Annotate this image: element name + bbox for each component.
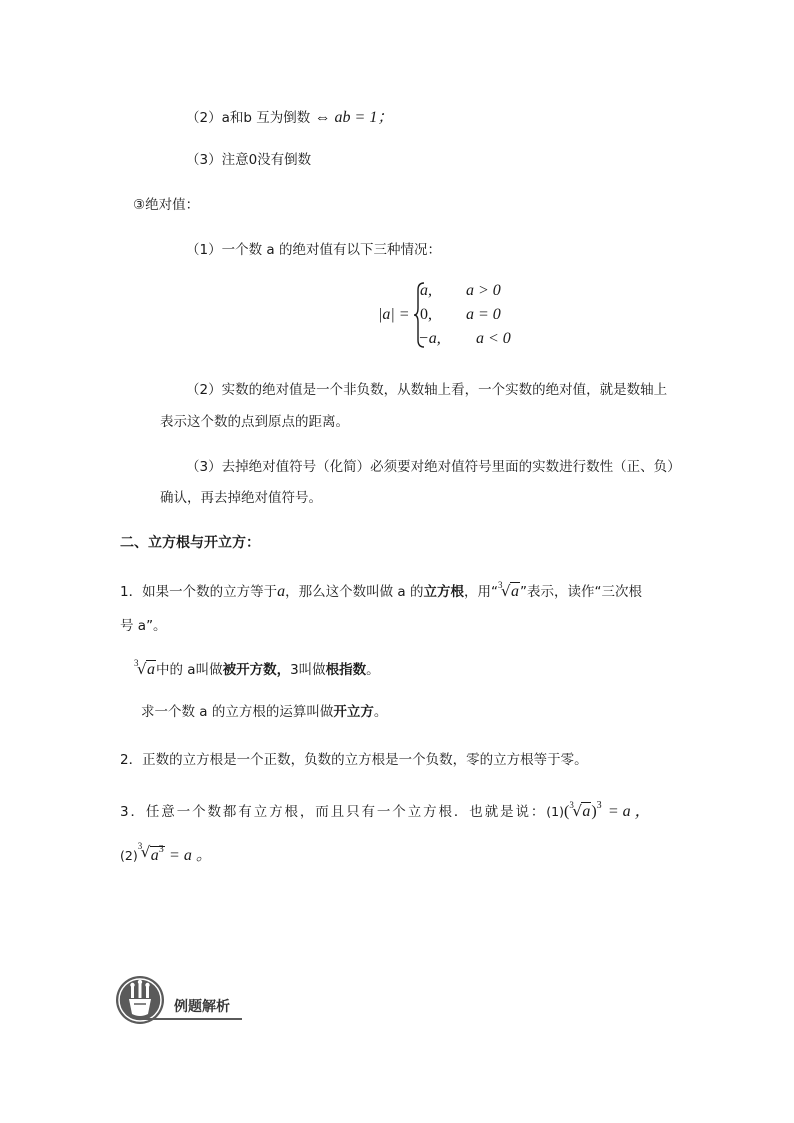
case2-cond: a = 0	[466, 306, 501, 323]
extract-part-1: 求一个数 a 的立方根的运算叫做	[141, 704, 334, 720]
identity-1: ( 3 √ a)$^3$	[564, 800, 602, 820]
absolute-value-heading: ③绝对值：	[133, 197, 200, 213]
case1-cond: a > 0	[466, 282, 501, 299]
identity-1-rhs: = a ，	[607, 803, 651, 820]
abs-nonnegative-line2: 表示这个数的点到原点的距离。	[160, 414, 349, 430]
terms-part-3: 。	[366, 662, 380, 678]
reciprocal-rule	[186, 104, 393, 127]
reciprocal-rule-text: （2）a和b 互为倒数	[186, 110, 311, 126]
absolute-value-cases-intro: （1）一个数 a 的绝对值有以下三种情况：	[186, 242, 441, 258]
cube-root-symbol-2	[134, 658, 156, 679]
case1-expr: a,	[420, 282, 432, 299]
cube-root-symbol-4	[137, 841, 165, 865]
def-var-a: a	[277, 583, 286, 600]
cube-root-definition	[120, 580, 642, 601]
radical-sign: √	[500, 582, 511, 600]
remove-abs-line2: 确认，再去掉绝对值符号。	[160, 490, 322, 506]
case2-expr: 0,	[420, 306, 432, 323]
examples-badge	[114, 974, 244, 1026]
root-index-4: 3	[137, 841, 143, 851]
radicand-3: a	[582, 803, 591, 820]
remove-abs-line1: （3）去掉绝对值符号（化简）必须要对绝对值符号里面的实数进行数性（正、负）	[186, 459, 681, 475]
radicand-index-terms	[134, 658, 380, 679]
radicand: a	[510, 583, 519, 600]
radical-sign-4: √	[140, 843, 151, 861]
cube-root-sign-rule: 2．正数的立方根是一个正数，负数的立方根是一个负数，零的立方根等于零。	[120, 752, 588, 768]
term-radicand: 被开方数，	[222, 662, 291, 678]
identity-2-label: (2)	[120, 848, 138, 863]
absolute-value-formula	[378, 280, 518, 350]
zero-no-reciprocal: （3）注意0没有倒数	[186, 152, 312, 168]
extracting-cube-root	[141, 700, 387, 720]
def-part-1: 1．如果一个数的立方等于	[120, 584, 278, 600]
root-index-2: 3	[134, 658, 139, 668]
def-part-3: ，用“	[463, 584, 498, 600]
cube-root-definition-cont: 号 a”。	[120, 618, 167, 634]
radical-sign-2: √	[137, 660, 147, 678]
def-part-2: ，那么这个数叫做 a 的	[285, 584, 424, 600]
term-index: 根指数	[325, 662, 367, 678]
abs-nonnegative-line1: （2）实数的绝对值是一个非负数，从数轴上看，一个实数的绝对值，就是数轴上	[186, 382, 668, 398]
unique-part-1: 3．任意一个数都有立方根，而且只有一个立方根．也就是说：	[120, 804, 547, 820]
power-3: 3	[596, 800, 602, 811]
radicand-4	[150, 846, 165, 864]
power-4: 3	[158, 844, 164, 855]
terms-part-2: 3叫做	[290, 662, 326, 678]
radical-sign-3: √	[572, 802, 582, 820]
section-2-title-text: 二、立方根与开立方：	[120, 535, 260, 551]
cube-root-identity-2	[120, 842, 212, 865]
root-index-3: 3	[569, 800, 574, 810]
case3-cond: a < 0	[476, 330, 511, 347]
abs-lhs: |a| =	[378, 306, 410, 323]
identity-2-rhs: = a 。	[169, 847, 212, 864]
def-part-4: ”表示，读作“三次根	[519, 584, 642, 600]
case3-expr: −a,	[418, 330, 441, 347]
terms-part-1: 中的 a叫做	[156, 662, 223, 678]
section-2-title	[120, 532, 260, 552]
reciprocal-rule-math: ⇔ ab = 1；	[314, 109, 394, 126]
cube-root-uniqueness	[120, 798, 651, 821]
examples-badge-underline	[142, 1018, 242, 1020]
radicand-4-var: a	[150, 847, 159, 864]
def-term-cube-root: 立方根	[423, 584, 464, 600]
term-extract-cube-root: 开立方	[333, 704, 374, 720]
root-index: 3	[497, 580, 503, 590]
examples-badge-title: 例题解析	[174, 999, 230, 1015]
cube-root-symbol	[497, 580, 520, 601]
radicand-2: a	[147, 661, 155, 678]
extract-part-2: 。	[373, 704, 388, 720]
identity-1-label: (1)	[546, 804, 565, 819]
